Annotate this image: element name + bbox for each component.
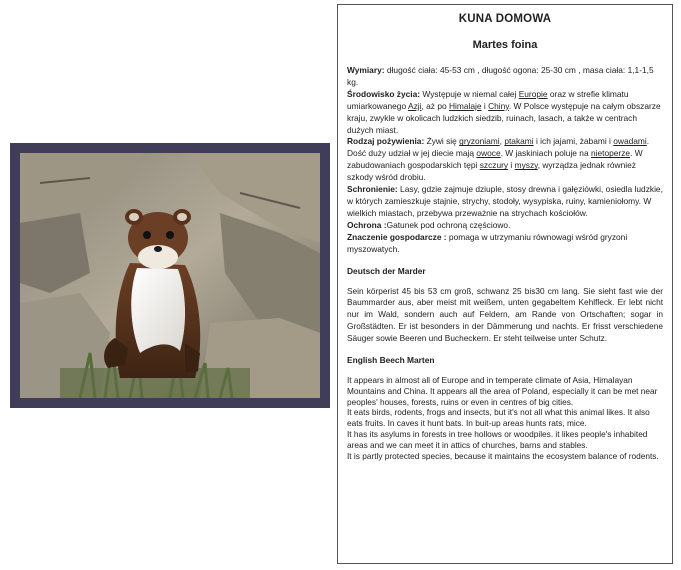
link-mice[interactable]: myszy [514,160,538,171]
photo-frame [10,143,330,408]
food-label: Rodzaj pożywienia: [347,136,425,147]
economic-label: Znaczenie gospodarcze : [347,231,447,242]
habitat-text: i [481,100,489,111]
english-paragraph: It appears in almost all of Europe and in temperate climate of Asia, Himalayan Mountains and China. It appears all the area of Poland, especially it can be met near peoples' houses, forests, ruins or even in centres of big cities. [347,375,658,407]
shelter-text: Lasy, gdzie zajmuje dziuple, stosy drewna i gałęziówki, osiedla ludzkie, w których zamieszkuje stajnie, strychy, stodoły, wysypiska, ruiny, kamieniołomy. W wielkich miastach, przebywa przeważnie na strychach kościołów. [347,184,663,218]
english-text [347,375,663,461]
habitat-text: Występuje w niemal całej [420,88,519,99]
english-paragraph: It has its asylums in forests in tree hollows or woodpiles. it likes people's inhabited areas and we can meet it in attics of churches, barns and stables. [347,429,648,450]
food-paragraph [347,136,663,184]
dimensions-label: Wymiary: [347,65,385,75]
link-china[interactable]: Chiny [488,100,509,111]
polish-description [347,65,663,256]
food-text: Żywi się [424,136,460,147]
beech-marten-photo [20,153,320,398]
habitat-text: , aż po [421,100,449,111]
link-europe[interactable]: Europie [518,88,548,99]
habitat-text: oraz w strefie klimatu umiarkowanego [347,88,629,111]
species-latin-name: Martes foina [472,39,538,51]
species-common-name: KUNA DOMOWA [458,13,552,25]
shelter-label: Schronienie: [347,184,398,195]
dimensions-text: długość ciała: 45-53 cm , długość ogona: 25-30 cm , masa ciała: 1,1-1,5 kg. [347,65,654,87]
link-birds[interactable]: ptakami [504,136,534,147]
english-heading: English Beech Marten [347,355,435,366]
link-asia[interactable]: Azji [408,100,422,111]
habitat-paragraph [347,89,663,137]
food-text: . W jaskiniach poluje na [500,148,591,159]
economic-text: pomaga w utrzymaniu równowagi wśród gryzoni myszowatych. [347,231,628,254]
dimensions-paragraph [347,65,663,89]
german-text: Sein körperist 45 bis 53 cm groß, schwanz 25 bis30 cm lang. Sie sieht fast wie der Baummarder aus, aber meist mit weißem, unten gegabeltem Kehlfleck. Er lebt nicht nur im Wald, sondern auch auf Feldern, am Rande von Ortschaften; sogar in Großstädten. Er ist besonders in der Dämmerung und nachts. Er frisst verschiedene Säuger sowie Beeren und Bucheckern. Er steht teilweise unter Schutz. [347,285,663,344]
food-text: i ich jajami, żabami i [533,136,614,147]
link-himalayas[interactable]: Himalaje [448,100,482,111]
food-text: . W zabudowaniach gospodarskich tępi [347,148,643,171]
food-text: , wyrządza jednak również szkody wśród drobiu. [347,160,636,183]
link-rodents[interactable]: gryzoniami [459,136,500,147]
protection-label: Ochrona : [347,219,387,230]
economic-paragraph [347,232,663,256]
english-paragraph: It is partly protected species, because it maintains the ecosystem balance of rodents. [347,450,659,461]
english-paragraph: It eats birds, rodents, frogs and insects, but it's not all what this animal likes. It also eats fruits. In caves it hunt bats. In buit-up areas hunts rats, mice. [347,407,650,429]
link-rats[interactable]: szczury [479,160,509,171]
protection-paragraph [347,220,663,232]
shelter-paragraph [347,184,663,220]
german-heading: Deutsch der Marder [347,265,426,276]
food-text: i [508,160,515,171]
protection-text: Gatunek pod ochroną częściowo. [386,219,511,230]
food-text: . Dość duży udział w jej diecie mają [347,136,650,159]
habitat-text: . W Polsce występuje na całym obszarze kraju, zwykle w okolicach ludzkich siedzib, ruinach, lasach, a także w centrach dużych miast. [347,100,661,135]
food-text: , [499,136,505,147]
link-insects[interactable]: owadami [613,136,647,147]
link-bats[interactable]: nietoperze [590,148,631,159]
habitat-label: Środowisko życia: [347,88,421,99]
link-fruits[interactable]: owoce [476,148,501,159]
species-info-card [337,4,673,564]
